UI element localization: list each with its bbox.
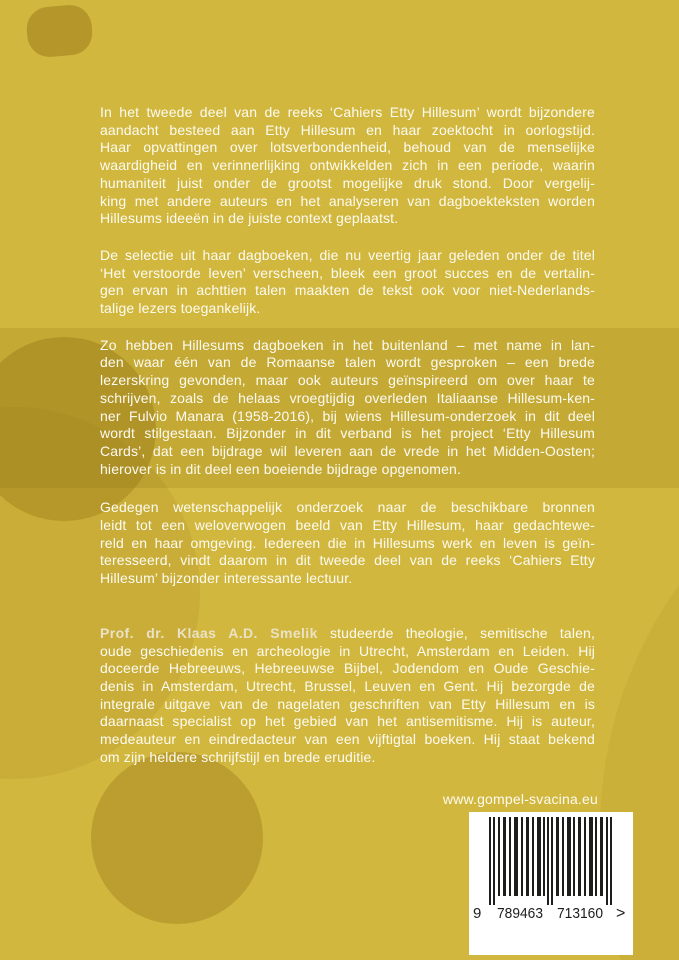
publisher-url: www.gompel-svacina.eu [442, 791, 598, 807]
text-line: king met andere auteurs en het analyseren van dagboekteksten worden [100, 192, 595, 209]
text-line: ner Fulvio Manara (1958-2016), bij wiens Hillesum-onderzoek in dit deel [100, 407, 595, 424]
text-line: schrijven, zoals de helaas vroegtijdig overleden Italiaanse Hillesum-ken- [100, 389, 595, 406]
text-line: medeauteur en eindredacteur van een vijftigtal boeken. Hij staat bekend [100, 731, 595, 748]
text-line: In het tweede deel van de reeks ‘Cahiers Etty Hillesum’ wordt bijzondere [100, 104, 595, 120]
decorative-circle-bottom-left [91, 752, 263, 924]
paragraph-intro [100, 104, 595, 228]
text-line: Hillesum’ bijzonder interessante lectuur. [100, 570, 353, 587]
isbn-group2: 713160 [557, 905, 603, 922]
text-line: gen ervan in achttien talen maakten de tekst ook voor niet-Nederlands- [100, 282, 595, 299]
text-line: lezerskring gevonden, maar ook auteurs geïnspireerd om over haar te [100, 372, 595, 389]
text-line: Gedegen wetenschappelijk onderzoek naar de beschikbare bronnen [100, 499, 595, 516]
author-bio [100, 625, 595, 767]
isbn-group1: 789463 [497, 905, 543, 922]
text-line [100, 625, 595, 643]
text-line: hierover is in dit deel een boeiende bijdrage opgenomen. [100, 460, 461, 477]
text-line: teresseerd, vindt daarom in dit tweede deel van de reeks ‘Cahiers Etty [100, 552, 595, 569]
paragraph-translations [100, 247, 595, 318]
text-line: De selectie uit haar dagboeken, die nu veertig jaar geleden onder de titel [100, 246, 595, 263]
text-line: talige lezers toegankelijk. [100, 300, 261, 317]
text-line: aandacht besteed aan Etty Hillesum en haar zoektocht in oorlogstijd. [100, 121, 595, 138]
text-line: den waar één van de Romaanse talen wordt gesproken – een brede [100, 354, 595, 371]
text-line-part: studeerde theologie, semitische talen, [329, 624, 595, 641]
text-line: denis in Amsterdam, Utrecht, Brussel, Leuven en Gent. Hij bezorgde de [100, 677, 595, 694]
text-line: om zijn heldere schrijfstijl en brede eruditie. [100, 748, 376, 765]
text-line: reld en haar omgeving. Iedereen die in Hillesums werk en leven is geïn- [100, 534, 595, 551]
text-line: Hillesums ideeën in de juiste context geplaatst. [100, 210, 399, 227]
text-line: humaniteit juist onder de grootst mogelijke druk stond. Door vergelij- [100, 174, 595, 191]
isbn-chevron: > [616, 905, 626, 922]
text-line: ‘Het verstoorde leven’ verscheen, bleek een groot succes en de vertalin- [100, 264, 595, 281]
ean13-barcode [469, 812, 633, 955]
isbn-first-digit: 9 [473, 905, 482, 922]
text-line: oude geschiedenis en archeologie in Utrecht, Amsterdam en Leiden. Hij [100, 642, 595, 659]
paragraph-research [100, 499, 595, 588]
back-cover-text [100, 104, 595, 767]
text-line: Cards’, dat een bijdrage wil leveren aan de vrede in het Midden-Oosten; [100, 442, 595, 459]
text-line: leidt tot een weloverwogen beeld van Etty Hillesum, haar gedachtewe- [100, 517, 595, 534]
isbn-barcode-box [469, 812, 633, 955]
text-line: Haar opvattingen over lotsverbondenheid, behoud van de menselijke [100, 139, 595, 156]
text-line: integrale uitgave van de nagelaten geschriften van Etty Hillesum en is [100, 695, 595, 712]
author-name: Prof. dr. Klaas A.D. Smelik [100, 624, 318, 641]
text-line: waardigheid en verinnerlijking ontwikkelden zich in een periode, waarin [100, 157, 595, 174]
text-line: wordt stilgestaan. Bijzonder in dit verband is het project ‘Etty Hillesum [100, 425, 595, 442]
decorative-blob [25, 3, 94, 58]
text-line: doceerde Hebreeuws, Hebreeuwse Bijbel, Jodendom en Oude Geschie- [100, 660, 595, 677]
paragraph-international [100, 337, 595, 479]
text-line: Zo hebben Hillesums dagboeken in het buitenland – met name in lan- [100, 336, 595, 353]
text-line: daarnaast specialist op het gebied van het antisemitisme. Hij is auteur, [100, 713, 595, 730]
